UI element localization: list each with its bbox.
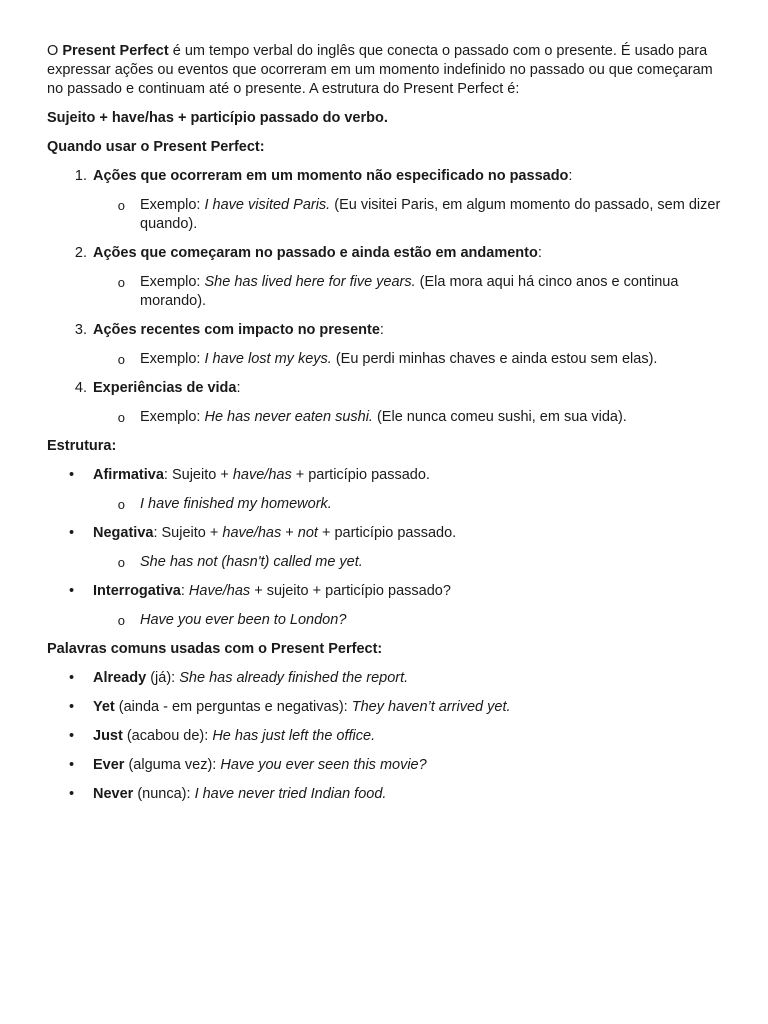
sub-bullet-icon: o — [117, 555, 125, 570]
use-item-2 — [47, 244, 722, 311]
word-example: Have you ever seen this movie? — [220, 757, 427, 773]
use-title: Ações que começaram no passado e ainda estão em andamento — [93, 245, 538, 261]
word-example: They haven’t arrived yet. — [351, 699, 511, 715]
use-title: Ações recentes com impacto no presente — [93, 322, 380, 338]
words-heading-text: Palavras comuns usadas com o Present Perfect: — [47, 641, 383, 657]
structure-list — [47, 466, 722, 630]
use-item-3 — [47, 321, 722, 369]
word-item — [47, 669, 722, 688]
word-term: Yet — [93, 699, 115, 715]
use-colon: : — [379, 322, 384, 338]
use-colon: : — [537, 245, 542, 261]
structure-interrogative: • Interrogativa: Have/has + sujeito + particípio passado? o Have you ever been to London? — [47, 582, 722, 630]
use-number: 2. — [74, 245, 87, 261]
example-english: She has lived here for five years. — [204, 274, 416, 290]
formula-line — [47, 109, 722, 128]
use-number: 4. — [74, 380, 87, 396]
structure-example: Have you ever been to London? — [140, 612, 347, 628]
word-term: Ever — [93, 757, 125, 773]
word-term: Already — [93, 670, 147, 686]
structure-heading-text: Estrutura: — [47, 438, 117, 454]
word-example: She has already finished the report. — [179, 670, 409, 686]
word-item — [47, 727, 722, 746]
bullet-icon: • — [69, 728, 75, 744]
word-example: He has just left the office. — [212, 728, 376, 744]
structure-example: She has not (hasn't) called me yet. — [140, 554, 363, 570]
word-gloss: (já): — [146, 670, 180, 686]
use-colon: : — [236, 380, 241, 396]
structure-label: Interrogativa — [93, 583, 181, 599]
use-title: Ações que ocorreram em um momento não especificado no passado — [93, 168, 569, 184]
intro-text-start: O — [47, 43, 63, 59]
structure-negative: • Negativa: Sujeito + have/has + not + particípio passado. o She has not (hasn't) called me yet. — [47, 524, 722, 572]
structure-affirmative: • Afirmativa: Sujeito + have/has + particípio passado. o I have finished my homework. — [47, 466, 722, 514]
bullet-icon: • — [69, 670, 75, 686]
bullet-icon: • — [69, 786, 75, 802]
formula-text: Sujeito + have/has + particípio passado do verbo. — [47, 110, 388, 126]
word-gloss: (acabou de): — [122, 728, 213, 744]
use-example: Exemplo: I have visited Paris. (Eu visitei Paris, em algum momento do passado, sem dizer quando). — [140, 197, 721, 232]
example-translation: (Eu perdi minhas chaves e ainda estou sem elas). — [331, 351, 658, 367]
words-heading — [47, 640, 722, 659]
word-term: Never — [93, 786, 134, 802]
bullet-icon: • — [69, 583, 75, 599]
bullet-icon: • — [69, 525, 75, 541]
sub-bullet-icon: o — [117, 198, 125, 213]
example-translation: (Eu visitei Paris, em algum momento do passado, sem dizer quando). — [140, 197, 721, 232]
use-item-4 — [47, 379, 722, 427]
structure-label: Afirmativa — [93, 467, 164, 483]
bullet-icon: • — [69, 699, 75, 715]
word-gloss: (nunca): — [133, 786, 195, 802]
use-number: 1. — [74, 168, 87, 184]
sub-bullet-icon: o — [117, 410, 125, 425]
intro-term: Present Perfect — [62, 43, 169, 59]
sub-bullet-icon: o — [117, 613, 125, 628]
uses-list — [47, 167, 722, 427]
use-title: Experiências de vida — [93, 380, 237, 396]
word-gloss: (ainda - em perguntas e negativas): — [114, 699, 352, 715]
word-term: Just — [93, 728, 123, 744]
example-english: I have lost my keys. — [204, 351, 332, 367]
example-translation: (Ela mora aqui há cinco anos e continua morando). — [140, 274, 679, 309]
sub-bullet-icon: o — [117, 275, 125, 290]
use-colon: : — [568, 168, 573, 184]
use-example: Exemplo: She has lived here for five years. (Ela mora aqui há cinco anos e continua morando). — [140, 274, 679, 309]
sub-bullet-icon: o — [117, 497, 125, 512]
word-item — [47, 698, 722, 717]
word-gloss: (alguma vez): — [124, 757, 221, 773]
word-example: I have never tried Indian food. — [194, 786, 387, 802]
sub-bullet-icon: o — [117, 352, 125, 367]
structure-heading — [47, 437, 722, 456]
example-english: He has never eaten sushi. — [204, 409, 373, 425]
word-item — [47, 785, 722, 804]
example-english: I have visited Paris. — [204, 197, 331, 213]
word-item — [47, 756, 722, 775]
when-heading — [47, 138, 722, 157]
words-list — [47, 669, 722, 804]
when-heading-text: Quando usar o Present Perfect: — [47, 139, 265, 155]
example-translation: (Ele nunca comeu sushi, em sua vida). — [372, 409, 627, 425]
structure-label: Negativa — [93, 525, 154, 541]
bullet-icon: • — [69, 467, 75, 483]
intro-paragraph — [47, 42, 722, 99]
use-item-1 — [47, 167, 722, 234]
use-number: 3. — [74, 322, 87, 338]
structure-example: I have finished my homework. — [140, 496, 332, 512]
use-example: Exemplo: He has never eaten sushi. (Ele nunca comeu sushi, em sua vida). — [140, 409, 627, 425]
intro-text-rest: é um tempo verbal do inglês que conecta o passado com o presente. É usado para expressar ações ou eventos que ocorreram em um momento indefinido no passado ou que começaram no passado e continuam até o presente. A estrutura do Present Perfect é: — [47, 43, 713, 97]
use-example: Exemplo: I have lost my keys. (Eu perdi minhas chaves e ainda estou sem elas). — [140, 351, 658, 367]
bullet-icon: • — [69, 757, 75, 773]
